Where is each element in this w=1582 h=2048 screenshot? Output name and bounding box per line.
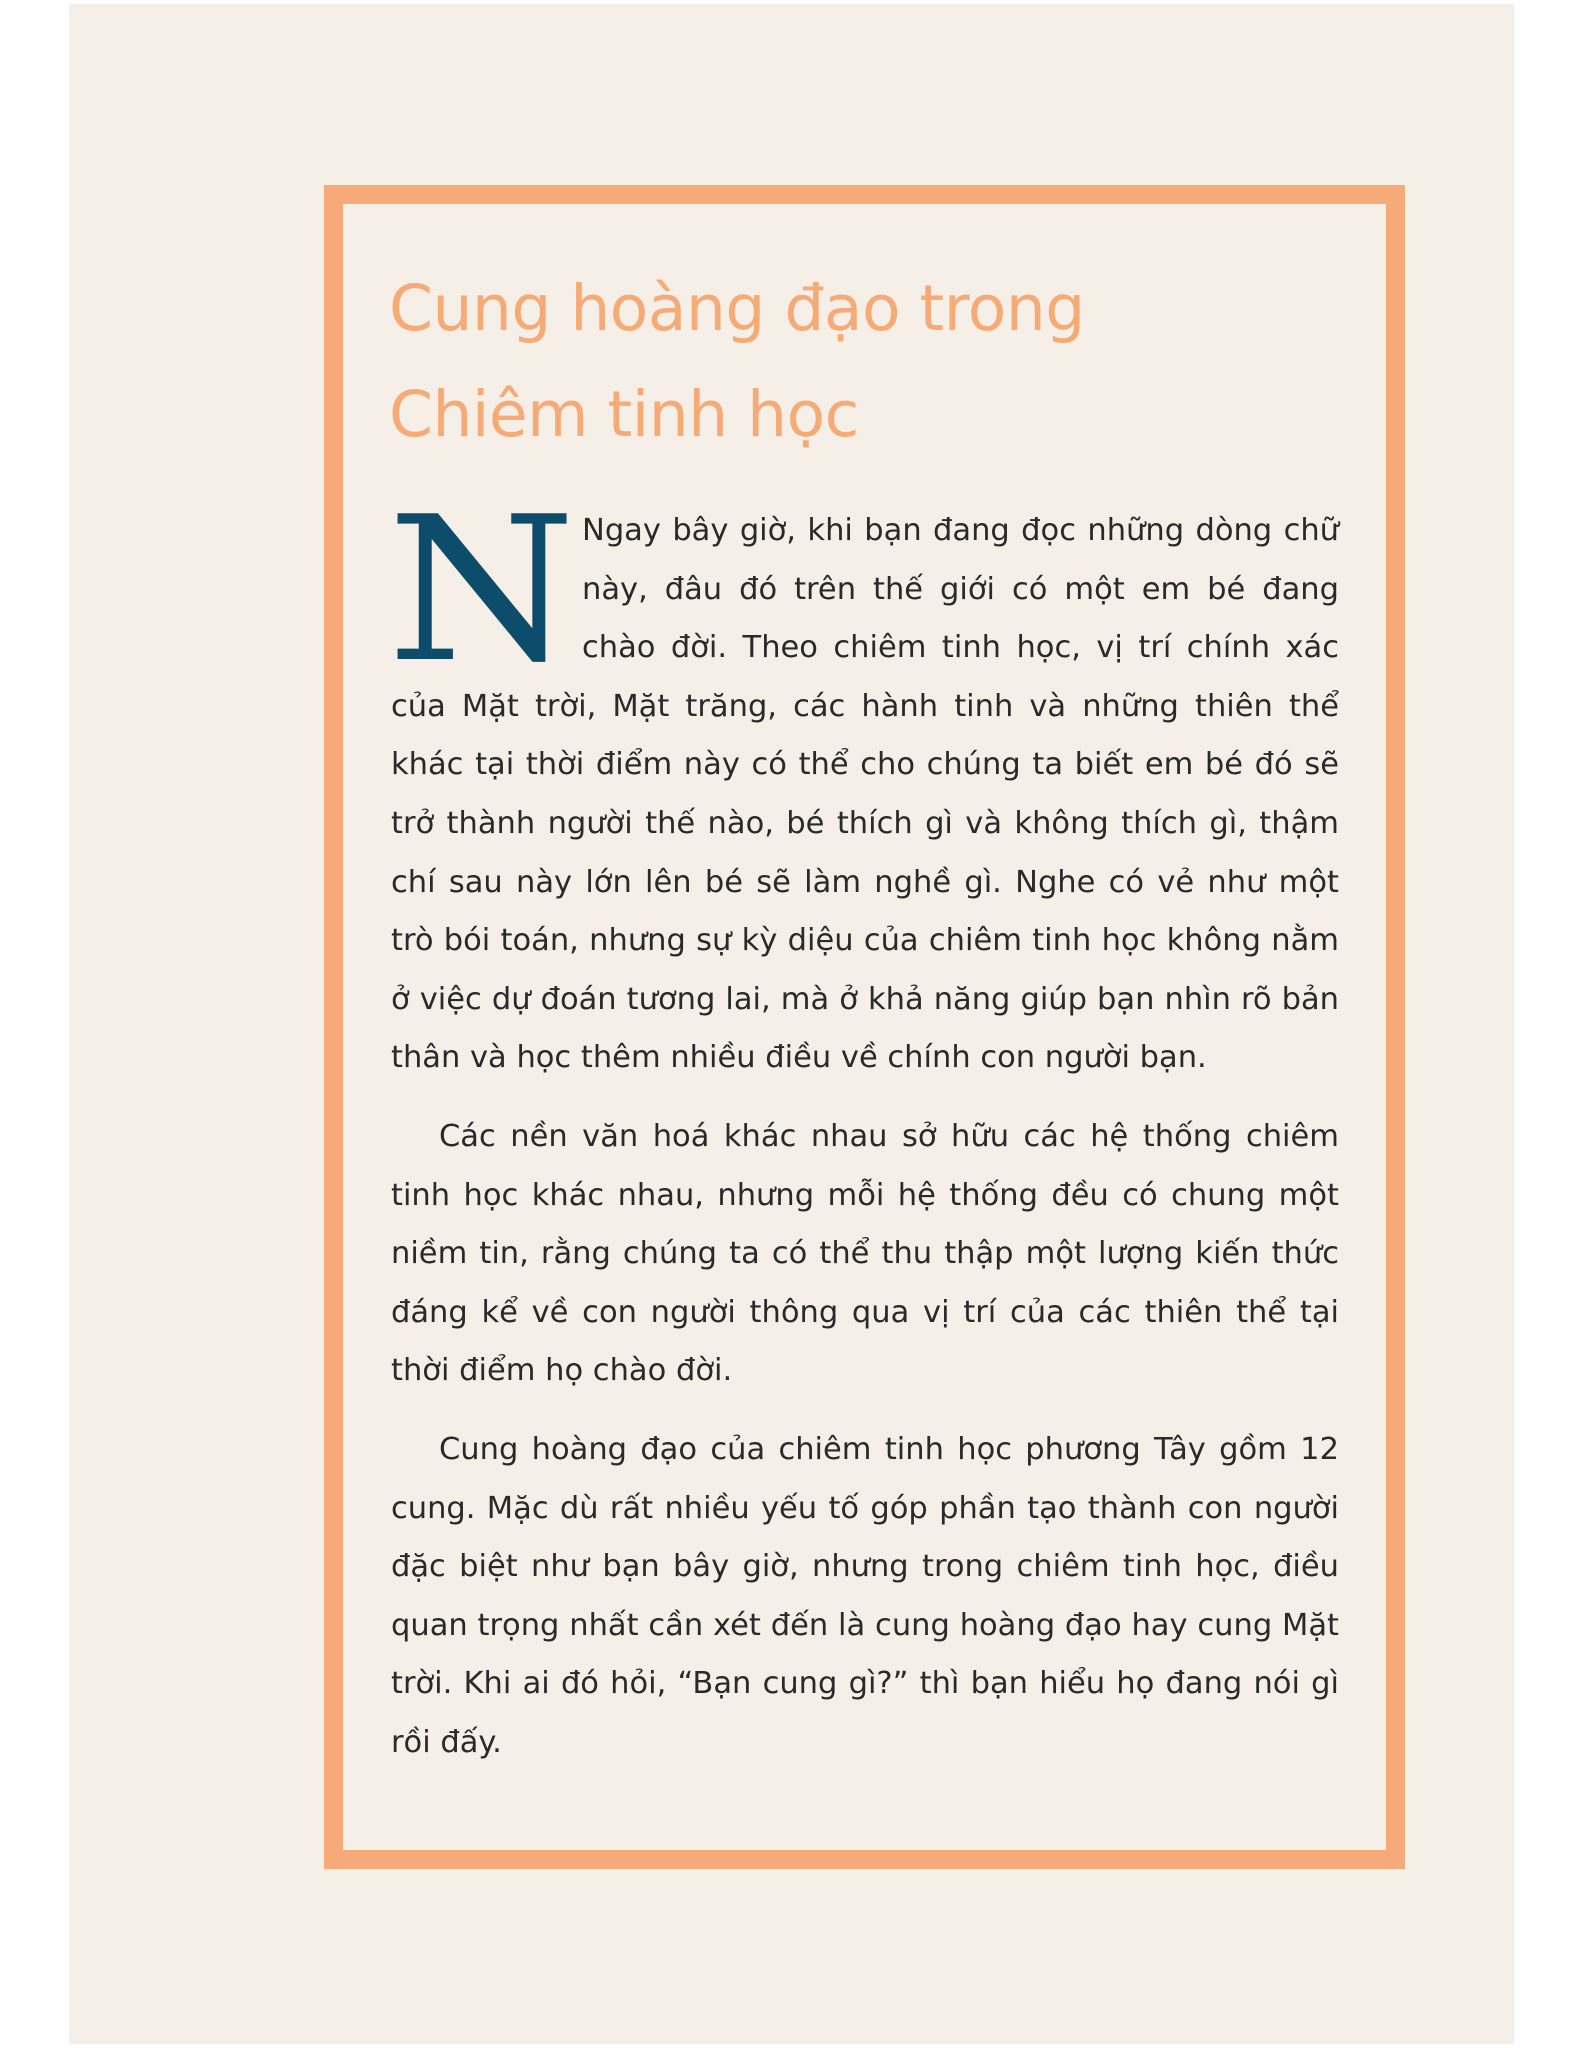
book-page <box>69 4 1514 2044</box>
paragraph-1 <box>387 474 1339 1088</box>
paragraph-1-text: Ngay bây giờ, khi bạn đang đọc những dòng chữ này, đâu đó trên thế giới có một em bé đang chào đời. Theo chiêm tinh học, vị trí chính xác của Mặt trời, Mặt trăng, các hành tinh và những thiên thể khác tại thời điểm này có thể cho chúng ta biết em bé đó sẽ trở thành người thế nào, bé thích gì và không thích gì, thậm chí sau này lớn lên bé sẽ làm nghề gì. Nghe có vẻ như một trò bói toán, nhưng sự kỳ diệu của chiêm tinh học không nằm ở việc dự đoán tương lai, mà ở khả năng giúp bạn nhìn rõ bản thân và học thêm nhiều điều về chính con người bạn. <box>391 513 1339 1076</box>
drop-cap-letter: N <box>387 474 576 707</box>
chapter-title <box>389 256 1329 468</box>
body-text <box>387 474 1339 1772</box>
chapter-title-line-1: Cung hoàng đạo trong <box>389 272 1085 345</box>
paragraph-3: Cung hoàng đạo của chiêm tinh học phương Tây gồm 12 cung. Mặc dù rất nhiều yếu tố góp phần tạo thành con người đặc biệt như bạn bây giờ, nhưng trong chiêm tinh học, điều quan trọng nhất cần xét đến là cung hoàng đạo hay cung Mặt trời. Khi ai đó hỏi, “Bạn cung gì?” thì bạn hiểu họ đang nói gì rồi đấy. <box>391 1431 1339 1760</box>
chapter-title-line-2: Chiêm tinh học <box>389 378 859 451</box>
paragraph-2: Các nền văn hoá khác nhau sở hữu các hệ thống chiêm tinh học khác nhau, nhưng mỗi hệ thống đều có chung một niềm tin, rằng chúng ta có thể thu thập một lượng kiến thức đáng kể về con người thông qua vị trí của các thiên thể tại thời điểm họ chào đời. <box>391 1118 1339 1389</box>
